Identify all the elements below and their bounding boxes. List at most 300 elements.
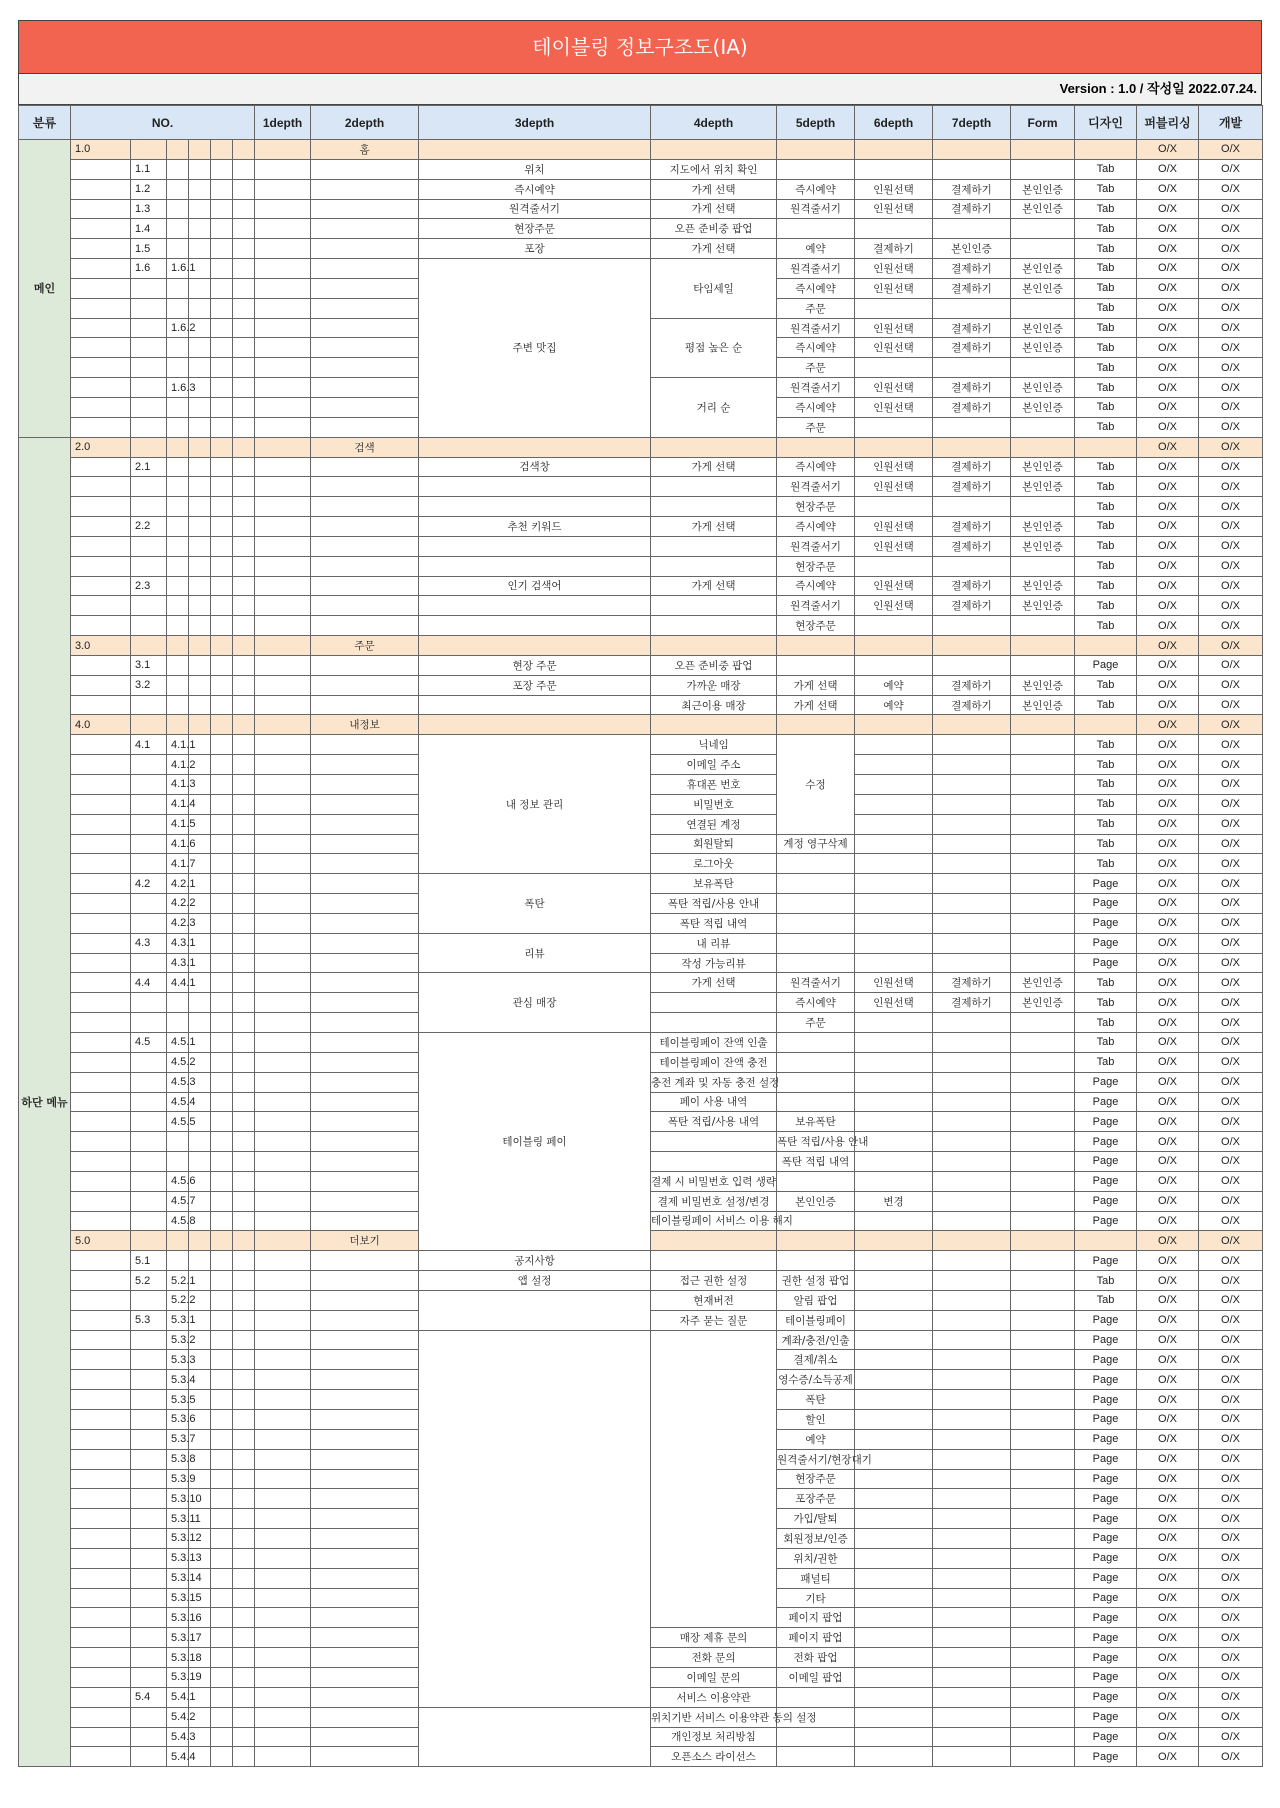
cell-publishing-status: O/X [1199,1687,1263,1707]
no-spacer [233,675,255,695]
table-row [19,973,1263,993]
cell-design-status: O/X [1137,1152,1199,1172]
no-spacer [233,933,255,953]
no-spacer [211,834,233,854]
cell-2depth: 즉시예약 [419,179,651,199]
cell-6depth [933,775,1011,795]
cell-1depth [311,1310,419,1330]
cell-publishing-status: O/X [1199,993,1263,1013]
cell-7depth [1011,159,1075,179]
no-spacer [233,397,255,417]
no-level-2 [131,1171,167,1191]
cell-3depth: 접근 권한 설정 [651,1271,777,1291]
cell-5depth [855,1648,933,1668]
cell-4depth: 현장주문 [777,556,855,576]
cell-publishing-status: O/X [1199,874,1263,894]
no-level-1 [71,1568,131,1588]
no-level-3: 1.6.1 [167,259,189,279]
cell-4depth: 원격줄서기 [777,596,855,616]
cell-5depth: 변경 [855,1191,933,1211]
no-spacer [211,636,233,656]
cell-4depth [777,933,855,953]
no-level-2 [131,616,167,636]
cell-4depth: 원격줄서기 [777,259,855,279]
cell-5depth [855,1529,933,1549]
cell-7depth [1011,953,1075,973]
cell-design-status: O/X [1137,636,1199,656]
no-spacer [255,675,311,695]
cell-4depth: 즉시예약 [777,278,855,298]
no-level-1 [71,278,131,298]
cell-1depth: 주문 [311,636,419,656]
cell-publishing-status: O/X [1199,655,1263,675]
no-spacer [189,556,211,576]
no-level-1 [71,1588,131,1608]
cell-6depth: 결제하기 [933,596,1011,616]
no-level-1 [71,1330,131,1350]
cell-5depth: 인원선택 [855,993,933,1013]
no-level-3 [167,556,189,576]
no-spacer [189,596,211,616]
cell-5depth [855,854,933,874]
no-spacer [211,1449,233,1469]
cell-1depth [311,1628,419,1648]
no-level-2: 4.4 [131,973,167,993]
cell-4depth [777,1052,855,1072]
no-level-3 [167,675,189,695]
cell-form: Tab [1075,814,1137,834]
cell-publishing-status: O/X [1199,616,1263,636]
no-spacer [189,1152,211,1172]
no-spacer [233,993,255,1013]
table-row [19,1330,1263,1350]
header-4depth: 4depth [651,106,777,140]
no-spacer [255,953,311,973]
cell-2depth: 관심 매장 [419,973,651,1033]
no-spacer [255,1390,311,1410]
cell-1depth [311,536,419,556]
cell-4depth: 폭탄 [777,1390,855,1410]
no-spacer [255,794,311,814]
cell-publishing-status: O/X [1199,834,1263,854]
cell-7depth [1011,1271,1075,1291]
header-no: NO. [71,106,255,140]
no-spacer [255,1707,311,1727]
cell-7depth: 본인인증 [1011,973,1075,993]
cell-3depth [651,1251,777,1271]
cell-4depth: 주문 [777,358,855,378]
no-spacer [255,1191,311,1211]
no-spacer [211,159,233,179]
no-spacer [255,417,311,437]
cell-1depth [311,1271,419,1291]
no-level-2: 1.3 [131,199,167,219]
cell-6depth [933,1410,1011,1430]
no-level-3 [167,219,189,239]
no-spacer [255,1429,311,1449]
cell-form: Page [1075,1469,1137,1489]
cell-6depth [933,159,1011,179]
cell-form: Tab [1075,1271,1137,1291]
no-level-1 [71,616,131,636]
cell-form: Tab [1075,517,1137,537]
cell-7depth: 본인인증 [1011,675,1075,695]
cell-publishing-status: O/X [1199,358,1263,378]
no-level-2: 3.1 [131,655,167,675]
no-spacer [211,1727,233,1747]
no-spacer [255,616,311,636]
cell-1depth [311,913,419,933]
no-spacer [233,1588,255,1608]
cell-6depth [933,1628,1011,1648]
no-spacer [255,596,311,616]
table-row [19,675,1263,695]
no-level-3: 4.5.1 [167,1032,189,1052]
cell-7depth [1011,1509,1075,1529]
cell-5depth [855,735,933,755]
cell-publishing-status: O/X [1199,259,1263,279]
no-level-3 [167,239,189,259]
no-spacer [233,1191,255,1211]
cell-7depth [1011,1548,1075,1568]
cell-form: Tab [1075,794,1137,814]
cell-3depth: 휴대폰 번호 [651,775,777,795]
cell-3depth: 개인정보 처리방침 [651,1727,777,1747]
no-spacer [233,814,255,834]
cell-publishing-status: O/X [1199,477,1263,497]
cell-publishing-status: O/X [1199,1628,1263,1648]
no-spacer [211,755,233,775]
cell-6depth: 결제하기 [933,259,1011,279]
cell-4depth: 원격줄서기 [777,199,855,219]
no-level-3 [167,140,189,160]
cell-publishing-status: O/X [1199,457,1263,477]
cell-1depth [311,417,419,437]
cell-design-status: O/X [1137,358,1199,378]
no-level-3 [167,655,189,675]
no-level-3: 5.3.19 [167,1667,189,1687]
no-level-2: 5.2 [131,1271,167,1291]
cell-6depth [933,219,1011,239]
cell-publishing-status: O/X [1199,794,1263,814]
cell-6depth [933,636,1011,656]
cell-publishing-status: O/X [1199,1072,1263,1092]
cell-publishing-status: O/X [1199,1429,1263,1449]
no-spacer [211,1628,233,1648]
no-spacer [255,1747,311,1767]
no-spacer [255,1410,311,1430]
no-spacer [211,993,233,1013]
cell-1depth [311,199,419,219]
cell-1depth [311,735,419,755]
cell-7depth [1011,1529,1075,1549]
no-level-3 [167,536,189,556]
cell-7depth: 본인인증 [1011,397,1075,417]
cell-design-status: O/X [1137,1548,1199,1568]
no-level-2 [131,1548,167,1568]
no-spacer [211,1548,233,1568]
cell-design-status: O/X [1137,1132,1199,1152]
cell-3depth: 오픈 준비중 팝업 [651,219,777,239]
cell-form: Page [1075,1370,1137,1390]
cell-6depth [933,1132,1011,1152]
cell-design-status: O/X [1137,814,1199,834]
no-level-3: 4.5.6 [167,1171,189,1191]
cell-1depth [311,1489,419,1509]
no-spacer [211,1410,233,1430]
cell-form: Tab [1075,1032,1137,1052]
no-level-2 [131,913,167,933]
cell-5depth [855,1588,933,1608]
no-spacer [233,973,255,993]
cell-6depth [933,655,1011,675]
no-spacer [211,1429,233,1449]
no-level-1 [71,894,131,914]
no-spacer [255,259,311,279]
cell-1depth [311,1092,419,1112]
cell-form: Page [1075,1092,1137,1112]
no-spacer [211,616,233,636]
no-spacer [255,1013,311,1033]
cell-1depth [311,1290,419,1310]
no-level-2 [131,775,167,795]
document-title: 테이블링 정보구조도(IA) [18,20,1262,74]
no-level-2 [131,140,167,160]
cell-1depth [311,517,419,537]
cell-4depth: 원격줄서기 [777,973,855,993]
no-spacer [233,298,255,318]
cell-design-status: O/X [1137,596,1199,616]
cell-1depth [311,1251,419,1271]
cell-4depth [777,1687,855,1707]
cell-4depth [777,636,855,656]
cell-publishing-status: O/X [1199,1132,1263,1152]
cell-1depth [311,576,419,596]
cell-6depth [933,1052,1011,1072]
cell-design-status: O/X [1137,1171,1199,1191]
cell-form: Tab [1075,278,1137,298]
no-spacer [211,1032,233,1052]
cell-publishing-status: O/X [1199,1529,1263,1549]
cell-7depth [1011,1290,1075,1310]
cell-7depth: 본인인증 [1011,596,1075,616]
cell-publishing-status: O/X [1199,239,1263,259]
table-row [19,259,1263,279]
no-level-3: 4.1.4 [167,794,189,814]
header-3depth: 3depth [419,106,651,140]
cell-publishing-status: O/X [1199,953,1263,973]
no-spacer [189,159,211,179]
no-level-3: 5.3.16 [167,1608,189,1628]
cell-3depth [651,1013,777,1033]
cell-2depth: 인기 검색어 [419,576,651,596]
cell-5depth: 인원선택 [855,457,933,477]
section-row [19,636,1263,656]
no-spacer [233,239,255,259]
no-spacer [211,715,233,735]
no-level-3: 5.4.1 [167,1687,189,1707]
no-level-2 [131,437,167,457]
no-spacer [255,1350,311,1370]
cell-publishing-status: O/X [1199,318,1263,338]
no-spacer [233,278,255,298]
cell-7depth [1011,854,1075,874]
cell-5depth [855,1687,933,1707]
no-level-3 [167,517,189,537]
no-spacer [255,517,311,537]
cell-5depth [855,1152,933,1172]
no-spacer [233,695,255,715]
table-row [19,576,1263,596]
table-row [19,1290,1263,1310]
cell-publishing-status: O/X [1199,1648,1263,1668]
no-level-3: 5.3.10 [167,1489,189,1509]
cell-2depth: 공지사항 [419,1251,651,1271]
no-spacer [211,1271,233,1291]
no-spacer [255,1171,311,1191]
no-spacer [211,874,233,894]
cell-5depth [855,775,933,795]
cell-1depth [311,1032,419,1052]
no-level-2 [131,1429,167,1449]
cell-design-status: O/X [1137,794,1199,814]
cell-4depth: 즉시예약 [777,993,855,1013]
cell-4depth: 위치/권한 [777,1548,855,1568]
no-spacer [255,1290,311,1310]
cell-form: Page [1075,1529,1137,1549]
cell-form: Tab [1075,457,1137,477]
no-level-1 [71,1707,131,1727]
no-spacer [211,140,233,160]
cell-form: Page [1075,1727,1137,1747]
no-spacer [233,1271,255,1291]
cell-3depth: 테이블링페이 잔액 인출 [651,1032,777,1052]
cell-form: Tab [1075,993,1137,1013]
cell-3depth: 위치기반 서비스 이용약관 동의 설정 [651,1707,777,1727]
cell-form: Page [1075,1152,1137,1172]
cell-7depth: 본인인증 [1011,378,1075,398]
no-spacer [211,1608,233,1628]
cell-form: Page [1075,1410,1137,1430]
cell-1depth [311,993,419,1013]
cell-1depth [311,596,419,616]
cell-3depth: 자주 묻는 질문 [651,1310,777,1330]
cell-3depth: 오픈소스 라이선스 [651,1747,777,1767]
no-spacer [233,1290,255,1310]
cell-design-status: O/X [1137,259,1199,279]
category-bottom: 하단 메뉴 [19,437,71,1767]
cell-1depth [311,1350,419,1370]
cell-7depth: 본인인증 [1011,199,1075,219]
no-level-1 [71,1251,131,1271]
cell-form: Page [1075,1707,1137,1727]
cell-3depth [651,497,777,517]
no-spacer [211,596,233,616]
cell-form: Page [1075,1588,1137,1608]
cell-4depth: 즉시예약 [777,179,855,199]
no-spacer [233,1152,255,1172]
cell-6depth: 결제하기 [933,536,1011,556]
no-spacer [211,1231,233,1251]
header-form: Form [1011,106,1075,140]
cell-publishing-status: O/X [1199,814,1263,834]
no-level-1 [71,1211,131,1231]
cell-form: Page [1075,1628,1137,1648]
no-spacer [189,1013,211,1033]
cell-design-status: O/X [1137,775,1199,795]
no-spacer [211,338,233,358]
no-level-1 [71,1509,131,1529]
cell-form: Tab [1075,199,1137,219]
cell-2depth [419,636,651,656]
no-spacer [211,239,233,259]
cell-7depth [1011,1171,1075,1191]
cell-3depth [651,556,777,576]
no-spacer [233,1072,255,1092]
cell-design-status: O/X [1137,715,1199,735]
no-level-2 [131,318,167,338]
cell-3depth: 폭탄 적립 내역 [651,913,777,933]
cell-form: Tab [1075,259,1137,279]
cell-5depth [855,1092,933,1112]
no-spacer [189,219,211,239]
cell-1depth [311,894,419,914]
no-level-2: 1.2 [131,179,167,199]
cell-2depth [419,1330,651,1707]
no-level-2 [131,794,167,814]
cell-6depth [933,1529,1011,1549]
cell-5depth [855,1330,933,1350]
cell-7depth: 본인인증 [1011,695,1075,715]
no-spacer [189,477,211,497]
cell-6depth [933,715,1011,735]
cell-5depth [855,1390,933,1410]
table-row [19,616,1263,636]
cell-4depth: 즉시예약 [777,576,855,596]
no-level-1 [71,1052,131,1072]
no-level-3: 5.3.7 [167,1429,189,1449]
no-spacer [233,834,255,854]
no-spacer [189,715,211,735]
cell-4depth: 원격줄서기/현장대기 [777,1449,855,1469]
cell-4depth: 즉시예약 [777,457,855,477]
cell-6depth [933,894,1011,914]
cell-3depth [651,715,777,735]
no-level-1 [71,854,131,874]
cell-6depth [933,1310,1011,1330]
cell-4depth: 보유폭탄 [777,1112,855,1132]
no-spacer [211,278,233,298]
cell-5depth [855,1469,933,1489]
cell-4depth [777,1092,855,1112]
header-6depth: 6depth [855,106,933,140]
no-spacer [233,794,255,814]
cell-form: Tab [1075,239,1137,259]
cell-4depth: 계정 영구삭제 [777,834,855,854]
cell-5depth [855,1251,933,1271]
no-level-1 [71,159,131,179]
no-spacer [255,397,311,417]
cell-6depth [933,735,1011,755]
cell-form: Tab [1075,477,1137,497]
table-row [19,1271,1263,1291]
cell-4depth: 가입/탈퇴 [777,1509,855,1529]
no-spacer [233,874,255,894]
cell-publishing-status: O/X [1199,1231,1263,1251]
no-level-2 [131,338,167,358]
cell-3depth: 가게 선택 [651,199,777,219]
no-level-3: 5.3.9 [167,1469,189,1489]
